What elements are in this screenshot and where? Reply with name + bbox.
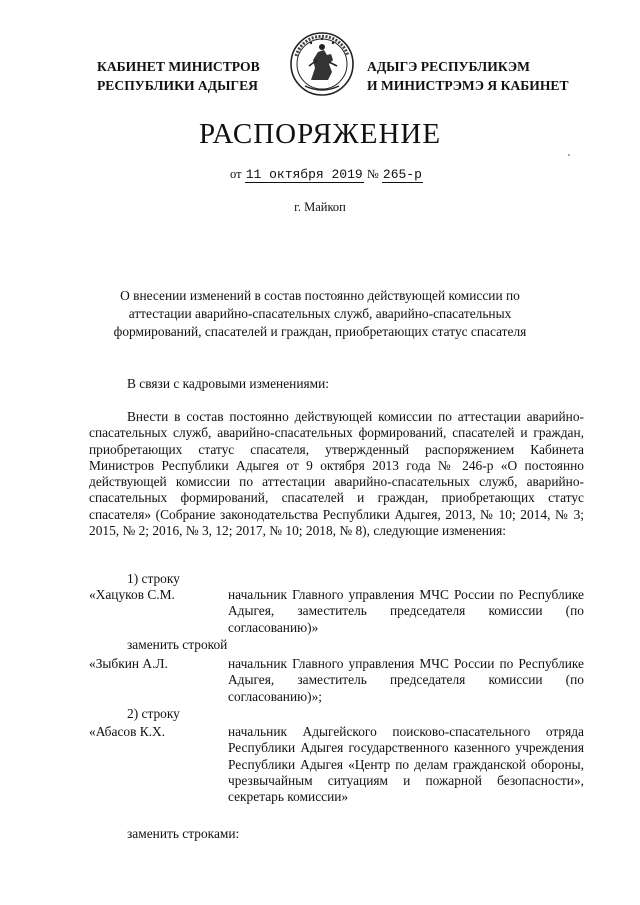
header-left-org bbox=[97, 57, 260, 95]
item-1-label: 1) строку bbox=[127, 571, 180, 586]
document-date: 11 октября 2019 bbox=[245, 167, 363, 182]
subject-line: О внесении изменений в состав постоянно действующей комиссии по bbox=[120, 288, 520, 303]
scan-speck bbox=[568, 154, 570, 156]
header-left-line2: РЕСПУБЛИКИ АДЫГЕЯ bbox=[97, 78, 258, 93]
entry-1-text: начальник Главного управления МЧС России по Республике Адыгея, заместитель председателя комиссии (по согласованию)» bbox=[228, 587, 584, 635]
number-prefix: № bbox=[366, 167, 379, 181]
item-2-label: 2) строку bbox=[127, 706, 180, 721]
entry-2-text: начальник Главного управления МЧС России по Республике Адыгея, заместитель председателя комиссии (по согласованию)»; bbox=[228, 656, 584, 704]
entry-1-name: «Хацуков С.М. bbox=[89, 587, 175, 602]
replace-label: заменить строкой bbox=[127, 637, 228, 652]
replace-multiple-label: заменить строками: bbox=[127, 826, 240, 841]
header-right-line2: И МИНИСТРЭМЭ Я КАБИНЕТ bbox=[367, 78, 569, 93]
city: г. Майкоп bbox=[294, 200, 346, 214]
subject-line: формирований, спасателей и граждан, приобретающих статус спасателя bbox=[113, 324, 527, 339]
date-prefix: от bbox=[230, 167, 242, 181]
main-paragraph: Внести в состав постоянно действующей комиссии по аттестации аварийно-спасательных служб, аварийно-спасательных формирований, спасателей и граждан, приобретающих статус спасателя, утвержденный распоряжением Кабинета Министров Республики Адыгея от 9 октября 2013 года № 246-р «О постоянно действующей комиссии по аттестации аварийно-спасательных служб, аварийно-спасательных формирований, спасателей и граждан, приобретающих статус спасателя» (Собрание законодательства Республики Адыгея, 2013, № 10; 2014, № 3; 2015, № 2; 2016, № 3, 12; 2017, № 10; 2018, № 8), следующие изменения: bbox=[89, 409, 584, 539]
entry-3-text: начальник Адыгейского поисково-спасательного отряда Республики Адыгея государственного казенного учреждения Республики Адыгея «Центр по делам гражданской обороны, чрезвычайным ситуациям и пожарной безопасности», секретарь комиссии» bbox=[228, 724, 584, 805]
entry-2-name: «Зыбкин А.Л. bbox=[89, 656, 168, 671]
date-number-line bbox=[230, 167, 423, 183]
document-subject bbox=[60, 287, 580, 341]
document-number: 265-р bbox=[382, 167, 422, 182]
document-title: РАСПОРЯЖЕНИЕ bbox=[198, 118, 442, 150]
intro-text: В связи с кадровыми изменениями: bbox=[127, 376, 330, 391]
coat-of-arms-icon bbox=[287, 30, 357, 100]
header-right-org bbox=[367, 57, 569, 95]
entry-3-name: «Абасов К.Х. bbox=[89, 724, 166, 739]
header-right-line1: АДЫГЭ РЕСПУБЛИКЭМ bbox=[367, 59, 530, 74]
header-left-line1: КАБИНЕТ МИНИСТРОВ bbox=[97, 59, 260, 74]
subject-line: аттестации аварийно-спасательных служб, аварийно-спасательных bbox=[128, 306, 512, 321]
